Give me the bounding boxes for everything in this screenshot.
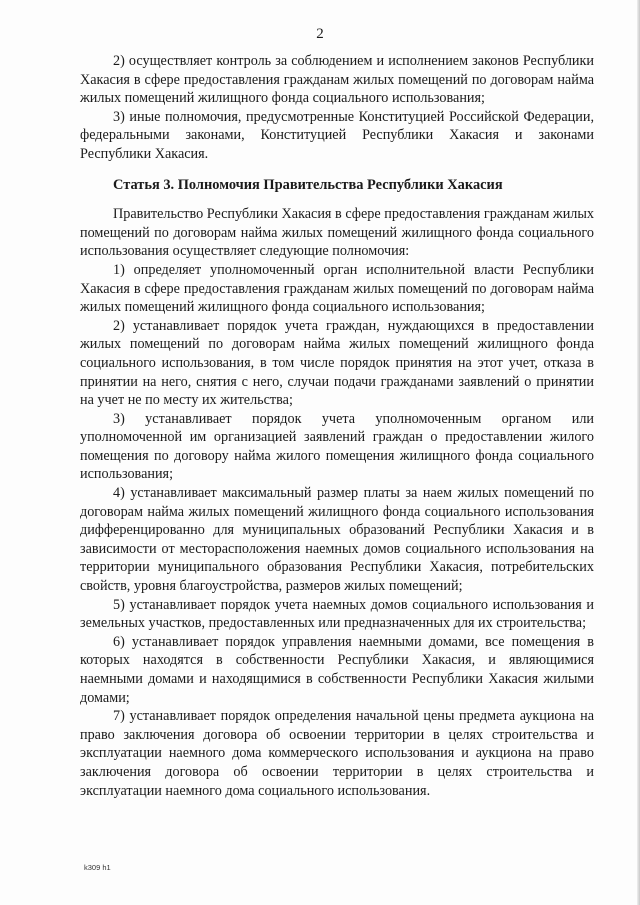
paragraph: 2) осуществляет контроль за соблюдением и исполнением законов Республики Хакасия в сфере предоставления гражданам жилых помещений по договорам найма жилых помещений жилищного фонда социального использования; — [80, 53, 594, 107]
document-body — [80, 52, 594, 800]
paragraph: 2) устанавливает порядок учета граждан, нуждающихся в предоставлении жилых помещений по договорам найма жилых помещений жилищного фонда социального использования, в том числе порядок принятия на этот учет, отказа в принятии на него, снятия с него, случаи подачи гражданами заявлений о принятии на учет не по месту их жительства; — [80, 317, 594, 409]
document-code: k309 h1 — [84, 863, 111, 872]
paragraph: Правительство Республики Хакасия в сфере предоставления гражданам жилых помещений по договорам найма жилых помещений жилищного фонда социального использования осуществляет следующие полномочия: — [80, 206, 594, 260]
article-heading: Статья 3. Полномочия Правительства Республики Хакасия — [113, 176, 503, 193]
paragraph: 3) устанавливает порядок учета уполномоченным органом или уполномоченной им организацией заявлений граждан о предоставлении жилого помещения по договору найма жилого помещения жилищного фонда социального использования; — [80, 410, 594, 483]
paragraph: 5) устанавливает порядок учета наемных домов социального использования и земельных участков, предоставленных или предназначенных для их строительства; — [80, 596, 594, 632]
paragraph: 6) устанавливает порядок управления наемными домами, все помещения в которых находятся в собственности Республики Хакасия, и являющимися наемными домами и находящимися в собственности Республики Хакасия жилыми домами; — [80, 633, 594, 706]
paragraph: 3) иные полномочия, предусмотренные Конституцией Российской Федерации, федеральными законами, Конституцией Республики Хакасия и законами Республики Хакасия. — [80, 108, 594, 162]
paragraph: 1) определяет уполномоченный орган исполнительной власти Республики Хакасия в сфере предоставления гражданам жилых помещений по договорам найма жилых помещений жилищного фонда социального использования; — [80, 261, 594, 316]
page-number: 2 — [316, 26, 324, 42]
paragraph: 7) устанавливает порядок определения начальной цены предмета аукциона на право заключения договора об освоении территории в целях строительства и эксплуатации наемного дома коммерческого использования и аукциона на право заключения договора об освоении территории в целях строительства и эксплуатации наемного дома социального использования. — [80, 708, 594, 799]
paragraph: 4) устанавливает максимальный размер платы за наем жилых помещений по договорам найма жилых помещений жилищного фонда социального использования дифференцированно для муниципальных образований Республики Хакасия и в зависимости от месторасположения наемных домов социального использования на территории муниципального образования Республики Хакасия, потребительских свойств, уровня благоустройства, размеров жилых помещений; — [80, 485, 594, 595]
